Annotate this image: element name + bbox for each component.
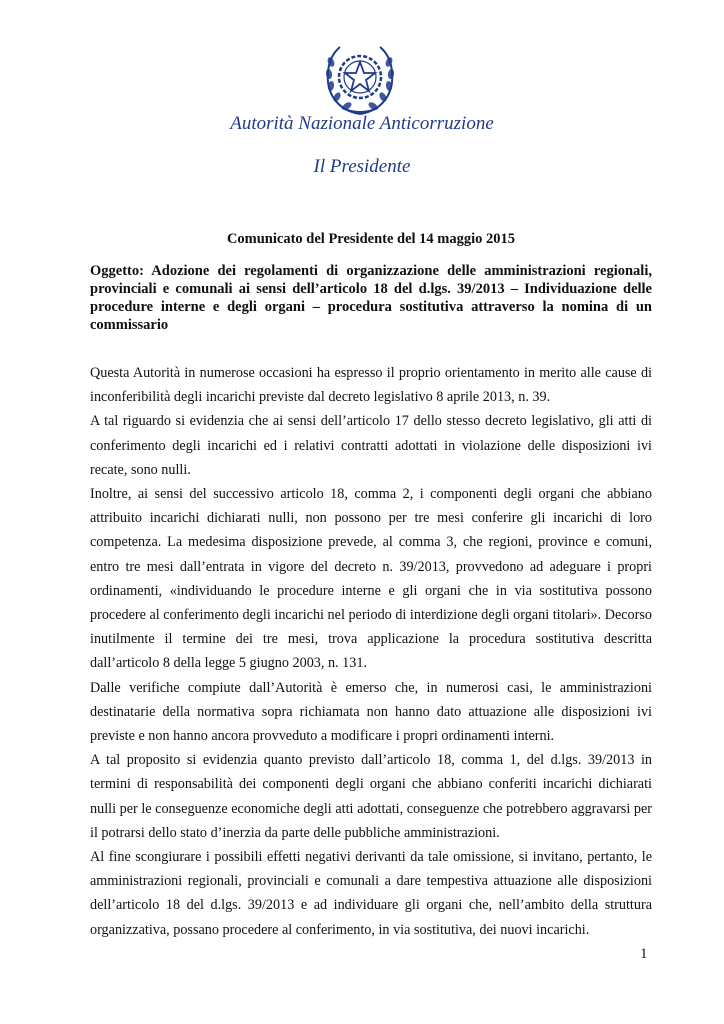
president-heading: Il Presidente bbox=[313, 156, 411, 177]
paragraph: Questa Autorità in numerose occasioni ha espresso il proprio orientamento in merito alle cause di inconferibilità degli incarichi previste dal decreto legislativo 8 aprile 2013, n. 39. bbox=[90, 365, 652, 406]
document-subject: Oggetto: Adozione dei regolamenti di organizzazione delle amministrazioni regionali, provinciali e comunali ai sensi dell’articolo 18 del d.lgs. 39/2013 – Individuazione delle procedure interne e degli organi – procedura sostitutiva attraverso la nomina di un commissario bbox=[90, 263, 652, 333]
paragraph: Al fine scongiurare i possibili effetti negativi derivanti da tale omissione, si invitano, pertanto, le amministrazioni regionali, provinciali e comunali a dare tempestiva attuazione alle disposizioni dell’articolo 18 del d.lgs. 39/2013 e ad individuare gli organi che, nell’ambito della struttura organizzativa, possano procedere al conferimento, in via sostitutiva, dei nuovi incarichi. bbox=[90, 849, 652, 938]
authority-name: Autorità Nazionale Anticorruzione bbox=[230, 113, 494, 134]
paragraph: A tal riguardo si evidenzia che ai sensi dell’articolo 17 dello stesso decreto legislativo, gli atti di conferimento degli incarichi ed i relativi contratti adottati in violazione delle disposizioni ivi recate, sono nulli. bbox=[90, 413, 652, 478]
document-title: Comunicato del Presidente del 14 maggio 2015 bbox=[226, 231, 516, 247]
italian-republic-emblem-icon bbox=[320, 40, 400, 118]
document-body bbox=[90, 361, 652, 942]
page-number: 1 bbox=[640, 946, 648, 962]
paragraph: Inoltre, ai sensi del successivo articolo 18, comma 2, i componenti degli organi che abbiano attribuito incarichi dichiarati nulli, non possono per tre mesi conferire gli incarichi di loro competenza. La medesima disposizione prevede, al comma 3, che regioni, province e comuni, entro tre mesi dall’entrata in vigore del decreto n. 39/2013, provvedono ad adeguare i propri ordinamenti, «individuando le procedure interne e gli organi che in via sostitutiva possono procedere al conferimento degli incarichi nel periodo di interdizione degli organi titolari». Decorso inutilmente il termine dei tre mesi, trova applicazione la procedura sostitutiva descritta dall’articolo 8 della legge 5 giugno 2003, n. 131. bbox=[90, 486, 652, 672]
paragraph: A tal proposito si evidenzia quanto previsto dall’articolo 18, comma 1, del d.lgs. 39/2013 in termini di responsabilità dei componenti degli organi che abbiano conferiti incarichi dichiarati nulli per le conseguenze economiche degli atti adottati, conseguenze che potrebbero aggravarsi per il potrarsi dello stato d’inerzia da parte delle pubbliche amministrazioni. bbox=[90, 752, 652, 841]
paragraph: Dalle verifiche compiute dall’Autorità è emerso che, in numerosi casi, le amministrazioni destinatarie della normativa sopra richiamata non hanno dato attuazione alle disposizioni ivi previste e non hanno ancora provveduto a modificare i propri ordinamenti interni. bbox=[90, 679, 652, 745]
